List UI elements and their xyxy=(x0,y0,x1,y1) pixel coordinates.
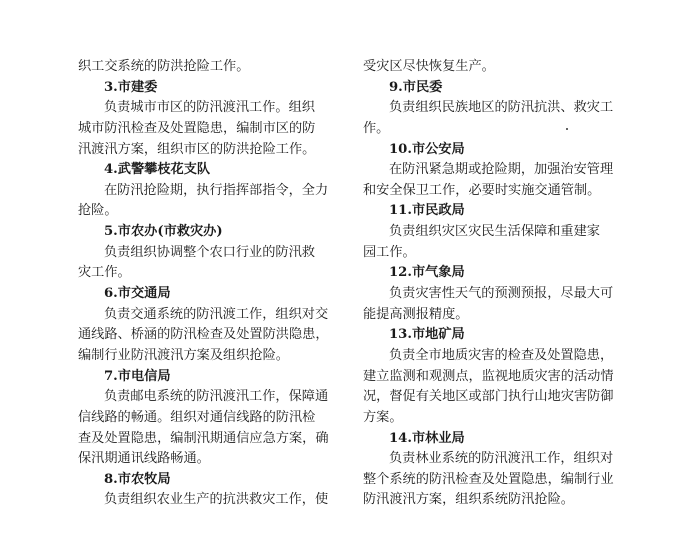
text-line: 查及处置隐患，编制汛期通信应急方案，确 xyxy=(78,430,329,446)
text-line: 灾工作。 xyxy=(78,265,131,281)
text-line: 整个系统的防汛检查及处置隐患，编制行业 xyxy=(363,471,614,487)
section-heading: 4.武警攀枝花支队 xyxy=(104,162,211,178)
section-heading: 7.市电信局 xyxy=(104,368,171,384)
text-line: 通线路、桥涵的防汛检查及处置防洪隐患， xyxy=(78,327,329,343)
text-line: 和安全保卫工作，必要时实施交通管制。 xyxy=(363,182,601,198)
text-line: 抢险。 xyxy=(78,203,118,219)
section-heading: 3.市建委 xyxy=(104,79,158,95)
text-line: 信线路的畅通。组织对通信线路的防汛检 xyxy=(78,409,316,425)
text-line: 建立监测和观测点，监视地质灾害的活动情 xyxy=(363,368,614,384)
text-line: 负责组织协调整个农口行业的防汛救 xyxy=(104,244,315,260)
text-line: 防汛渡汛方案，组织系统防汛抢险。 xyxy=(363,492,574,508)
text-line: 况，督促有关地区或部门执行山地灾害防御 xyxy=(363,389,614,405)
text-line: 编制行业防汛渡汛方案及组织抢险。 xyxy=(78,347,289,363)
text-line: 园工作。 xyxy=(363,244,416,260)
section-heading: 12.市气象局 xyxy=(389,265,465,281)
text-line: 在防汛紧急期或抢险期，加强治安管理 xyxy=(389,162,614,178)
text-line: 城市防汛检查及处置隐患，编制市区的防 xyxy=(78,120,316,136)
section-heading: 6.市交通局 xyxy=(104,286,171,302)
text-line: 保汛期通讯线路畅通。 xyxy=(78,451,210,467)
stray-mark xyxy=(566,128,568,130)
section-heading: 14.市林业局 xyxy=(389,430,465,446)
right-column xyxy=(363,57,625,511)
left-column xyxy=(78,57,340,511)
text-line: 受灾区尽快恢复生产。 xyxy=(363,59,495,74)
section-heading: 10.市公安局 xyxy=(389,141,465,157)
section-heading: 11.市民政局 xyxy=(389,203,465,219)
text-line: 在防汛抢险期，执行指挥部指令，全力 xyxy=(104,182,329,198)
text-line: 方案。 xyxy=(363,409,403,425)
text-line: 负责邮电系统的防汛渡汛工作，保障通 xyxy=(104,389,329,405)
section-heading: 13.市地矿局 xyxy=(389,327,465,343)
text-line: 负责林业系统的防汛渡汛工作，组织对 xyxy=(389,451,614,467)
text-line: 负责城市市区的防汛渡汛工作。组织 xyxy=(104,100,315,116)
text-line: 负责组织民族地区的防汛抗洪、救灾工 xyxy=(389,100,614,116)
text-line: 负责组织农业生产的抗洪救灾工作，使 xyxy=(104,492,329,508)
section-heading: 8.市农牧局 xyxy=(104,471,171,487)
text-line: 负责交通系统的防汛渡工作，组织对交 xyxy=(104,306,329,322)
section-heading: 5.市农办(市救灾办) xyxy=(104,224,223,240)
text-line: 负责组织灾区灾民生活保障和重建家 xyxy=(389,224,600,240)
text-line: 能提高测报精度。 xyxy=(363,306,469,322)
text-line: 汛渡汛方案，组织市区的防洪抢险工作。 xyxy=(78,141,316,157)
text-line: 织工交系统的防洪抢险工作。 xyxy=(78,59,250,74)
text-line: 负责灾害性天气的预测预报，尽最大可 xyxy=(389,286,614,302)
section-heading: 9.市民委 xyxy=(389,79,443,95)
text-line: 作。 xyxy=(363,120,390,136)
text-line: 负责全市地质灾害的检查及处置隐患， xyxy=(389,347,614,363)
